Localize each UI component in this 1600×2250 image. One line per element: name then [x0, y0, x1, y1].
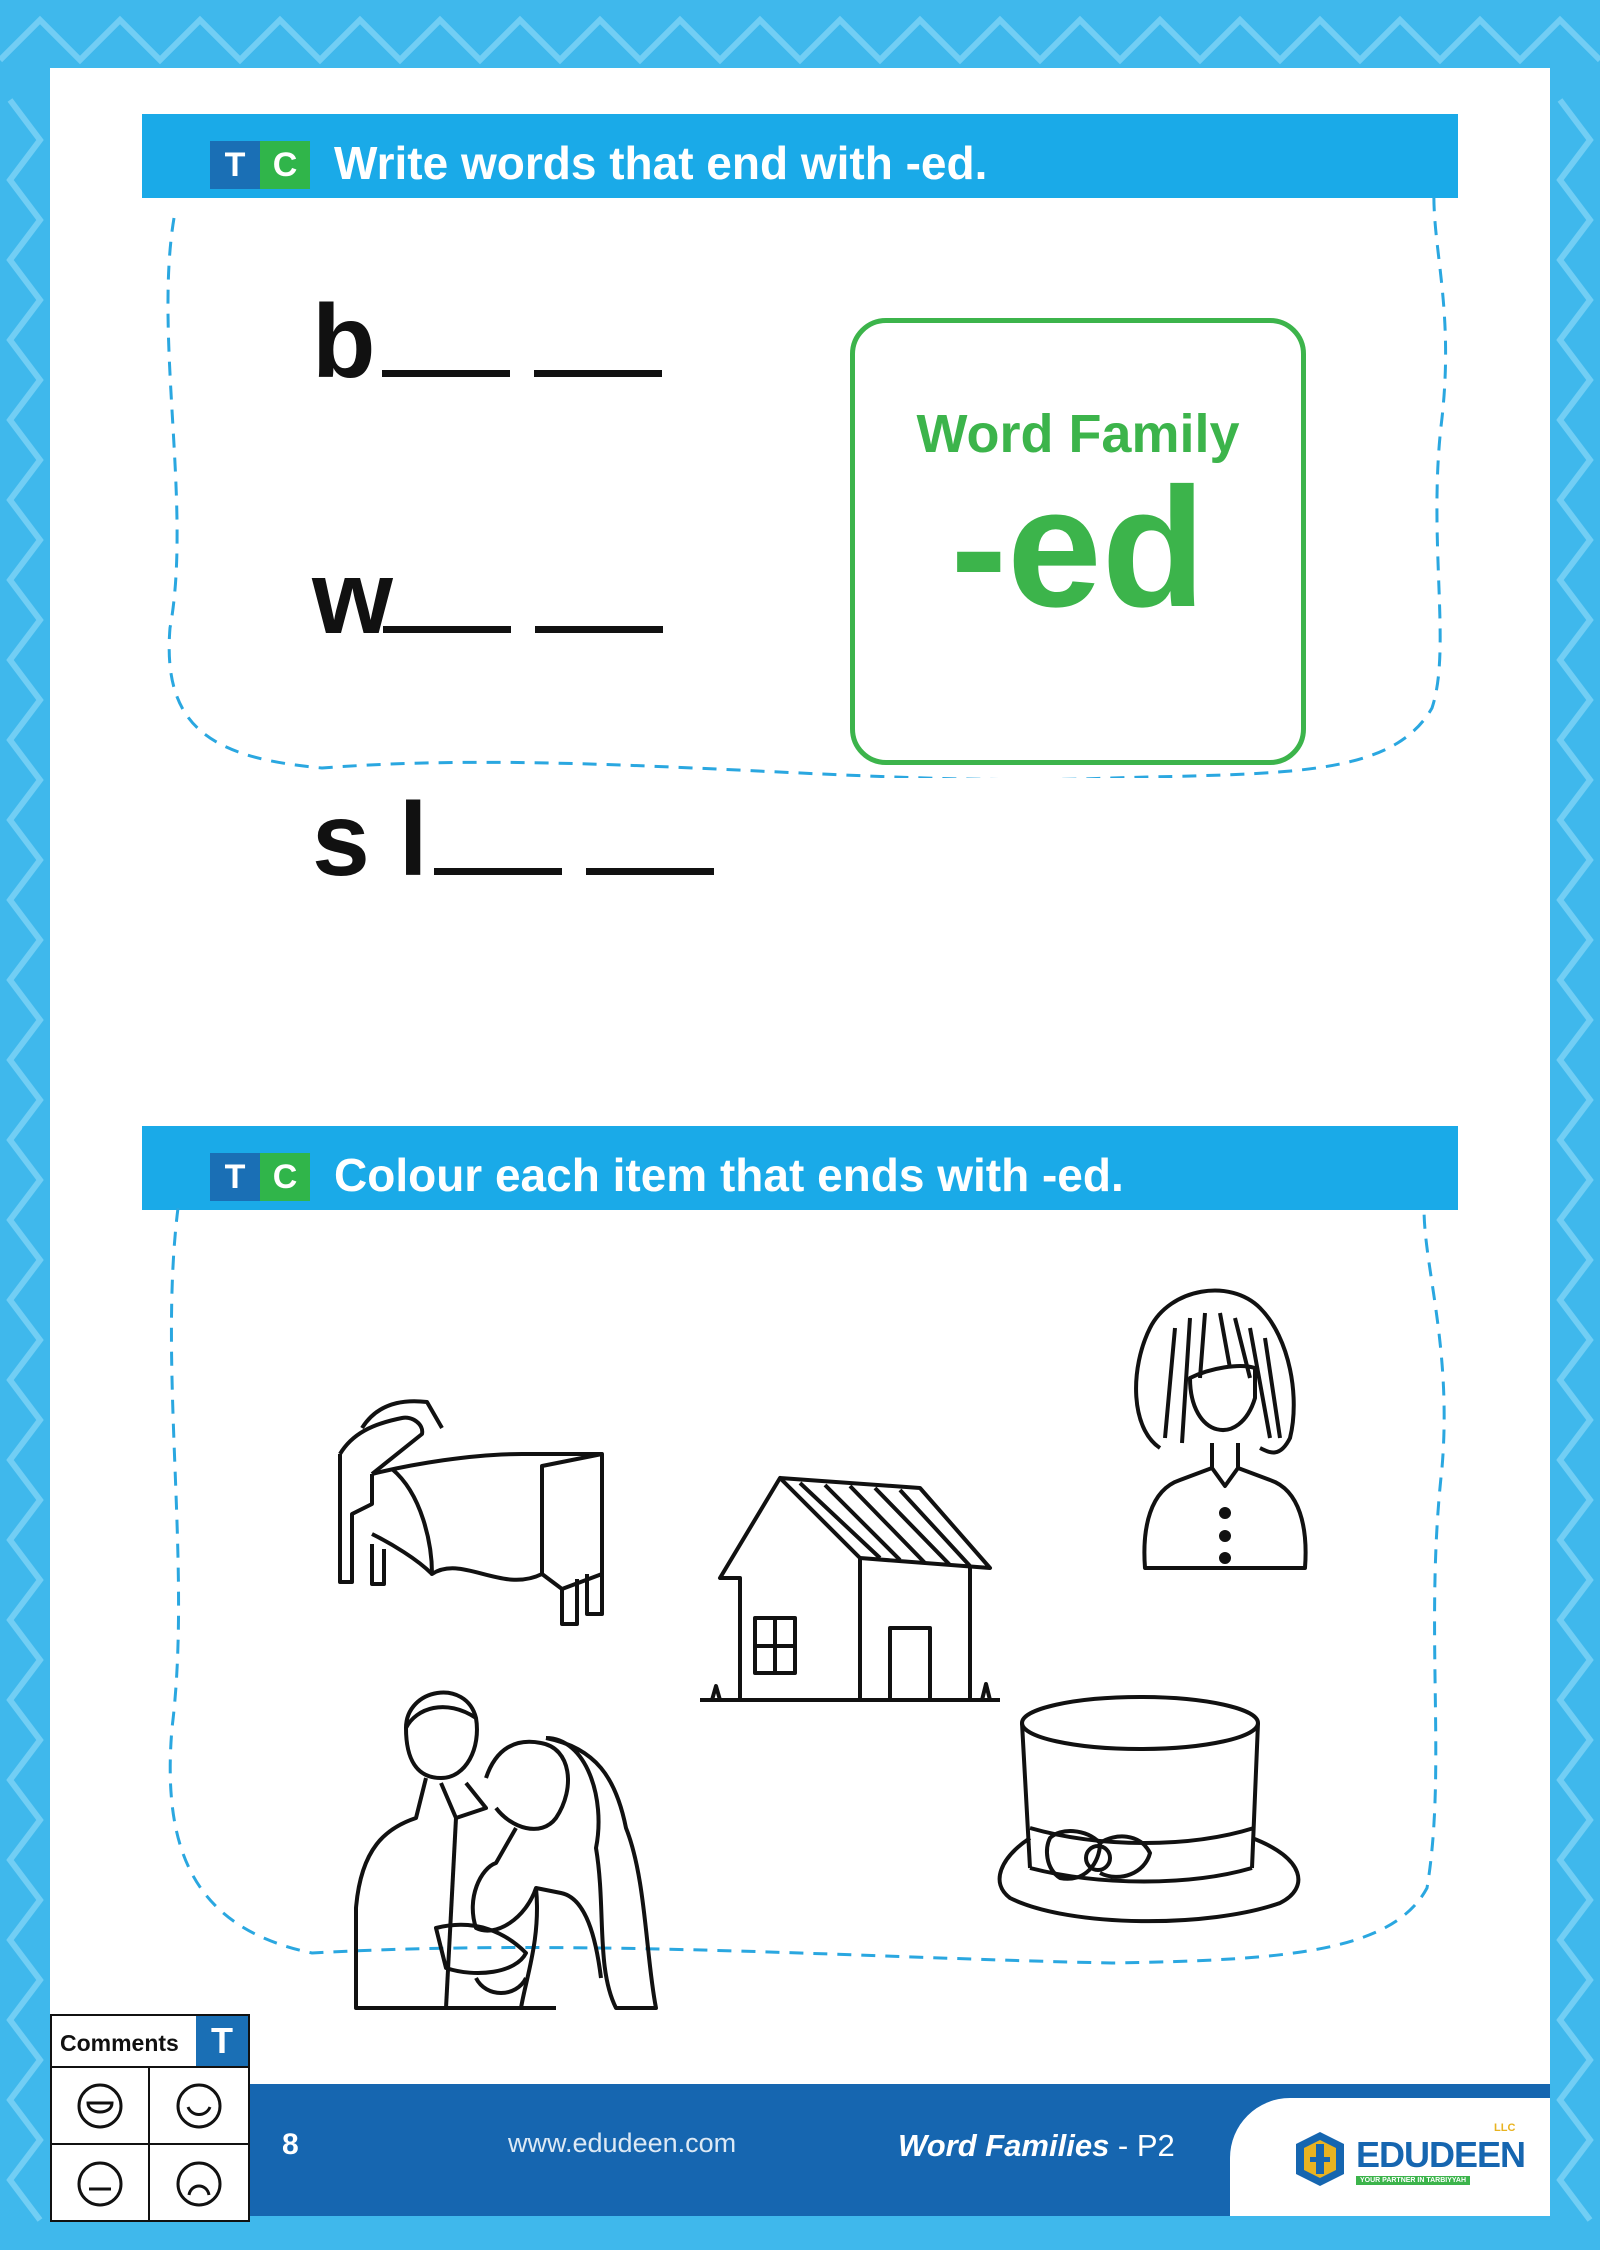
face-very-happy-cell[interactable] [52, 2068, 150, 2145]
logo-tab [1230, 2098, 1550, 2216]
girl-icon[interactable] [1120, 1268, 1320, 1578]
house-icon[interactable] [700, 1468, 1000, 1728]
website-link[interactable]: www.edudeen.com [508, 2128, 737, 2158]
neutral-face-icon [75, 2159, 125, 2209]
couple-icon[interactable] [346, 1678, 676, 2018]
word-family-box [850, 318, 1306, 765]
word-start-3: s l [312, 782, 428, 898]
book-name: Word Families [898, 2128, 1110, 2163]
word-start-1: b [312, 284, 376, 400]
tc-badge [210, 1153, 310, 1201]
c-badge: C [260, 1153, 310, 1201]
book-level: - P2 [1109, 2128, 1175, 2163]
face-neutral-cell[interactable] [52, 2145, 150, 2222]
comments-label: Comments [60, 2030, 179, 2056]
word-family-label: Word Family [916, 404, 1240, 464]
word-row-2 [312, 540, 663, 656]
page-number: 8 [282, 2128, 299, 2161]
blank-1a[interactable] [382, 370, 510, 377]
logo-tagline: YOUR PARTNER IN TARBIYYAH [1356, 2176, 1470, 2185]
footer-bar [50, 2084, 1550, 2216]
comments-box [50, 2014, 250, 2222]
section-title-colour: Colour each item that ends with -ed. [334, 1149, 1124, 1201]
very-happy-face-icon [75, 2081, 125, 2131]
happy-face-icon [174, 2081, 224, 2131]
t-badge: T [196, 2016, 248, 2066]
book-title [898, 2128, 1175, 2164]
word-row-1 [312, 284, 662, 400]
word-family-ending: -ed [950, 453, 1206, 643]
worksheet-page [50, 68, 1550, 2216]
face-sad-cell[interactable] [150, 2145, 248, 2222]
logo-text: EDUDEEN [1356, 2134, 1526, 2175]
blank-3b[interactable] [586, 868, 714, 875]
logo-suffix: LLC [1494, 2122, 1516, 2134]
c-badge: C [260, 141, 310, 189]
blank-1b[interactable] [534, 370, 662, 377]
t-badge: T [210, 1153, 260, 1201]
face-happy-cell[interactable] [150, 2068, 248, 2145]
blank-2a[interactable] [383, 626, 511, 633]
section-title-write: Write words that end with -ed. [334, 137, 988, 189]
sad-face-icon [174, 2159, 224, 2209]
blank-2b[interactable] [535, 626, 663, 633]
tc-badge [210, 141, 310, 189]
section-header-colour [142, 1126, 1458, 1210]
hat-icon[interactable] [990, 1688, 1310, 1938]
t-badge: T [210, 141, 260, 189]
blank-3a[interactable] [434, 868, 562, 875]
section-header-write [142, 114, 1458, 198]
word-start-2: w [312, 540, 393, 656]
bed-icon[interactable] [332, 1344, 622, 1634]
word-row-3 [312, 782, 714, 898]
